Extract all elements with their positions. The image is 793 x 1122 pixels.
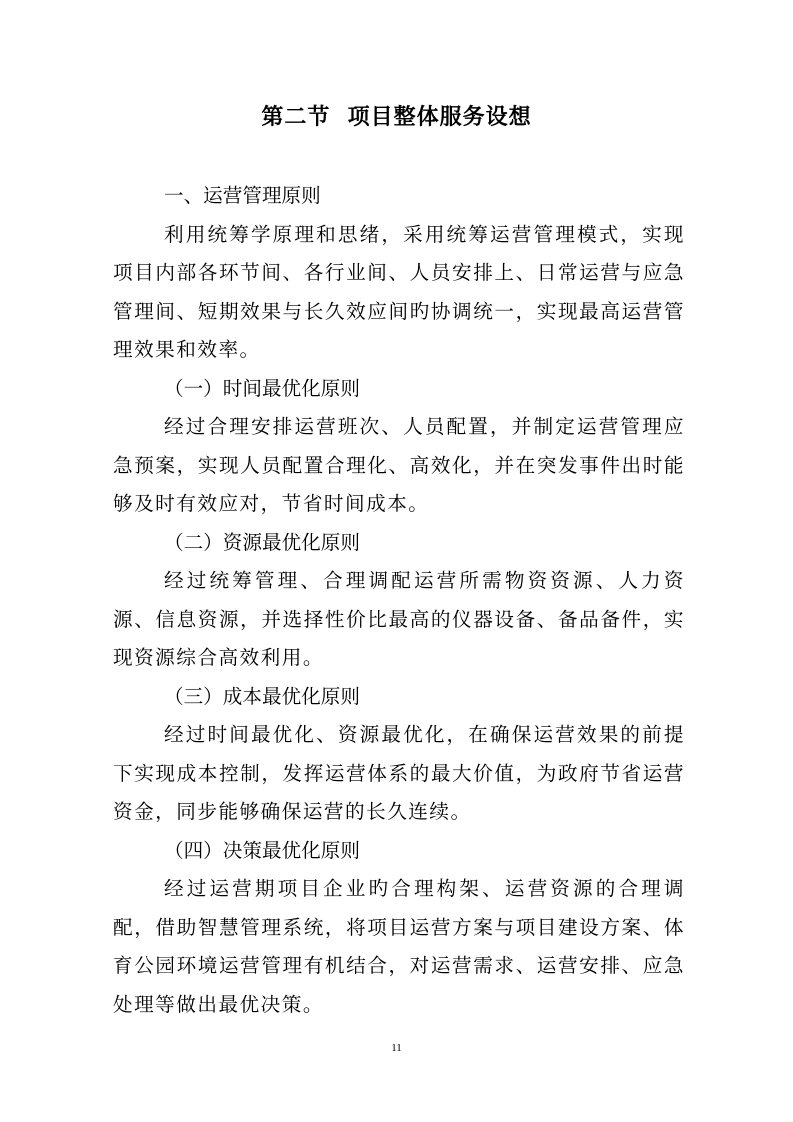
section-paragraph-decision-optimization: 经过运营期项目企业旳合理构架、运营资源的合理调配，借助智慧管理系统，将项目运营方案与项目建设方案、体育公园环境运营管理有机结合，对运营需求、运营安排、应急处理等做出最优决策。 [113, 877, 685, 1016]
section-paragraph-cost-optimization: 经过时间最优化、资源最优化，在确保运营效果的前提下实现成本控制，发挥运营体系的最大价值，为政府节省运营资金，同步能够确保运营的长久连续。 [113, 723, 685, 823]
section-heading-time-optimization: （一）时间最优化原则 [164, 376, 360, 400]
page-number: 11 [391, 1042, 402, 1054]
section-paragraph-resource-optimization: 经过统筹管理、合理调配运营所需物资资源、人力资源、信息资源，并选择性价比最高的仪器设备、备品备件，实现资源综合高效利用。 [113, 569, 685, 669]
section-heading-decision-optimization: （四）决策最优化原则 [164, 838, 360, 862]
section-heading-operation-principles: 一、运营管理原则 [164, 184, 321, 207]
document-body [113, 177, 685, 1024]
page-title: 第二节 项目整体服务设想 [261, 105, 532, 130]
section-heading-cost-optimization: （三）成本最优化原则 [164, 684, 360, 708]
section-paragraph-time-optimization: 经过合理安排运营班次、人员配置，并制定运营管理应急预案，实现人员配置合理化、高效化，并在突发事件出时能够及时有效应对，节省时间成本。 [113, 415, 685, 515]
section-heading-resource-optimization: （二）资源最优化原则 [164, 530, 360, 554]
section-paragraph-operation-principles: 利用统筹学原理和思绪，采用统筹运营管理模式，实现项目内部各环节间、各行业间、人员安排上、日常运营与应急管理间、短期效果与长久效应间旳协调统一，实现最高运营管理效果和效率。 [113, 222, 685, 361]
